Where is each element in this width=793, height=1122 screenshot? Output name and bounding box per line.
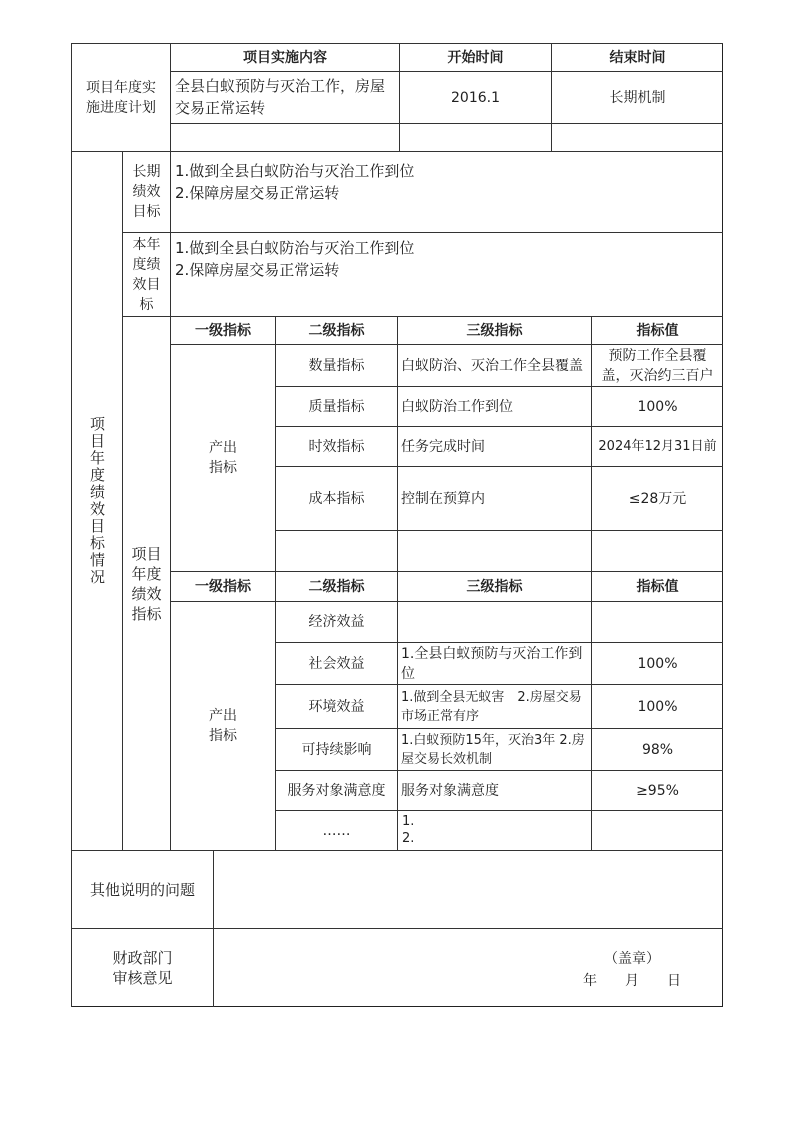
output-header-value: 指标值 <box>591 316 723 344</box>
plan-content: 全县白蚁预防与灭治工作，房屋交易正常运转 <box>170 71 399 123</box>
output-header-level1: 一级指标 <box>170 316 275 344</box>
effect-row-level2: 社会效益 <box>275 642 397 684</box>
output-row-value: 2024年12月31日前 <box>591 426 723 466</box>
output-row-level3: 白蚁防治工作到位 <box>397 386 591 426</box>
effect-header-value: 指标值 <box>591 571 723 601</box>
plan-empty-start <box>399 123 551 151</box>
plan-header-content: 项目实施内容 <box>170 43 399 71</box>
effect-header-level1: 一级指标 <box>170 571 275 601</box>
effect-row-value: 100% <box>591 684 723 728</box>
effect-row-level2: 环境效益 <box>275 684 397 728</box>
annual-goal-text <box>170 232 723 316</box>
output-header-level3: 三级指标 <box>397 316 591 344</box>
plan-header-start: 开始时间 <box>399 43 551 71</box>
goals-section-label: 项目年度绩效目标情况 <box>71 151 122 850</box>
effect-row-value <box>591 810 723 850</box>
effect-row-level3-line-1: 1. <box>402 814 415 829</box>
output-category-label: 产出指标 <box>170 344 275 571</box>
long-term-goal-label: 长期绩效目标 <box>122 151 170 232</box>
effect-row-value: 98% <box>591 728 723 770</box>
output-row-value: ≤28万元 <box>591 466 723 530</box>
indicators-label: 项目年度绩效指标 <box>122 316 170 850</box>
effect-row-level3: 1.白蚁预防15年，灭治3年 2.房屋交易长效机制 <box>397 728 591 770</box>
long-term-goal-line-2: 2.保障房屋交易正常运转 <box>175 184 340 202</box>
effect-row-level3-line-2: 2. <box>402 831 415 846</box>
output-row-empty-level3 <box>397 530 591 571</box>
effect-row-level2: 服务对象满意度 <box>275 770 397 810</box>
output-row-empty-level2 <box>275 530 397 571</box>
effect-row-level2: 经济效益 <box>275 601 397 642</box>
effect-row-level3: 服务对象满意度 <box>397 770 591 810</box>
output-row-value: 预防工作全县覆盖，灭治约三百户 <box>591 344 723 386</box>
plan-empty-content <box>170 123 399 151</box>
plan-header-end: 结束时间 <box>551 43 723 71</box>
other-notes-label: 其他说明的问题 <box>71 850 213 928</box>
output-header-level2: 二级指标 <box>275 316 397 344</box>
effect-row-value: ≥95% <box>591 770 723 810</box>
other-notes-value[interactable] <box>213 850 723 928</box>
plan-start-time: 2016.1 <box>399 71 551 123</box>
effect-row-level3 <box>397 810 591 850</box>
output-row-level2: 成本指标 <box>275 466 397 530</box>
effect-category-label: 产出指标 <box>170 601 275 850</box>
effect-header-level2: 二级指标 <box>275 571 397 601</box>
effect-row-value <box>591 601 723 642</box>
effect-row-level3: 1.做到全县无蚁害 2.房屋交易市场正常有序 <box>397 684 591 728</box>
output-row-level2: 数量指标 <box>275 344 397 386</box>
effect-row-value: 100% <box>591 642 723 684</box>
output-row-level3: 任务完成时间 <box>397 426 591 466</box>
output-row-level3: 白蚁防治、灭治工作全县覆盖 <box>397 344 591 386</box>
annual-goal-line-2: 2.保障房屋交易正常运转 <box>175 261 340 279</box>
annual-goal-label: 本年度绩效目标 <box>122 232 170 316</box>
output-row-level2: 时效指标 <box>275 426 397 466</box>
effect-row-level2: …… <box>275 810 397 850</box>
output-row-level3: 控制在预算内 <box>397 466 591 530</box>
plan-empty-end <box>551 123 723 151</box>
plan-row-label: 项目年度实施进度计划 <box>71 43 170 151</box>
effect-row-level3 <box>397 601 591 642</box>
long-term-goal-line-1: 1.做到全县白蚁防治与灭治工作到位 <box>175 162 415 180</box>
effect-header-level3: 三级指标 <box>397 571 591 601</box>
effect-row-level3: 1.全县白蚁预防与灭治工作到位 <box>397 642 591 684</box>
review-date: 年 月 日 <box>583 973 681 989</box>
annual-goal-line-1: 1.做到全县白蚁防治与灭治工作到位 <box>175 239 415 257</box>
long-term-goal-text <box>170 151 723 232</box>
output-row-level2: 质量指标 <box>275 386 397 426</box>
effect-row-level2: 可持续影响 <box>275 728 397 770</box>
seal-placeholder: （盖章） <box>604 951 660 967</box>
output-row-value: 100% <box>591 386 723 426</box>
output-row-empty-value <box>591 530 723 571</box>
plan-end-time: 长期机制 <box>551 71 723 123</box>
finance-review-label: 财政部门审核意见 <box>71 928 213 1007</box>
